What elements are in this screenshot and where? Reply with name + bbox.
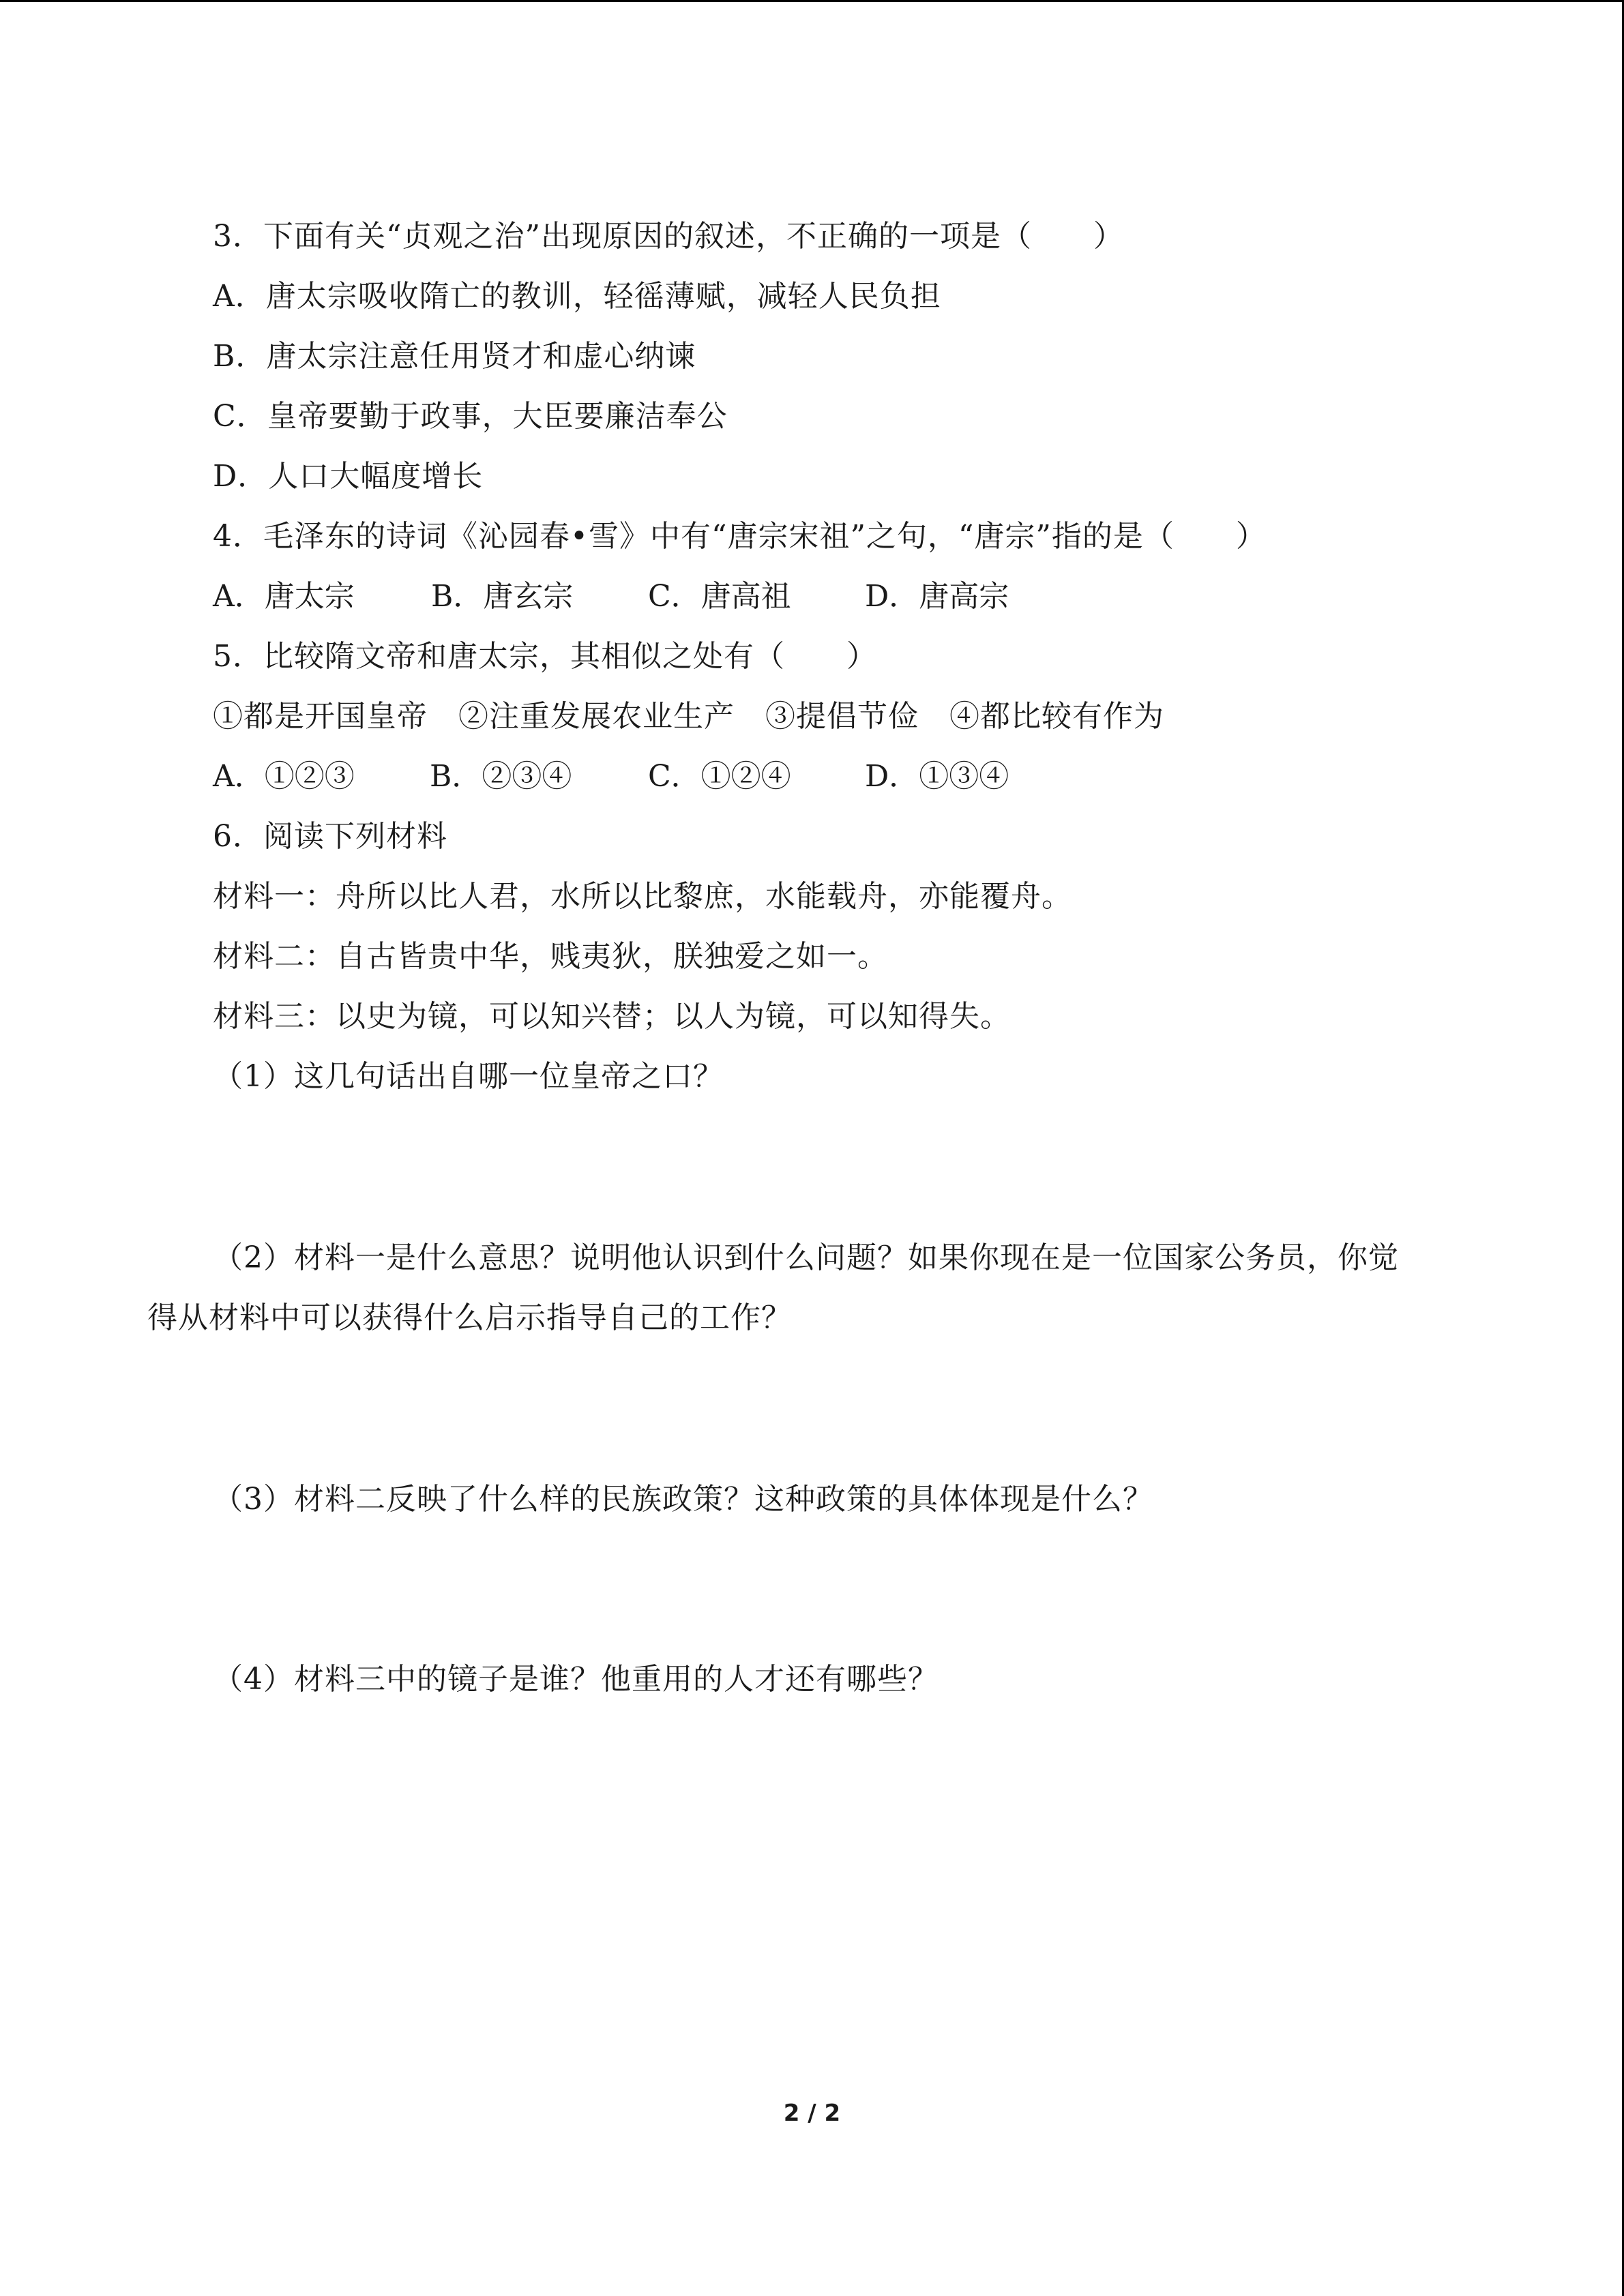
question-4-stem: 4．毛泽东的诗词《沁园春•雪》中有“唐宗宋祖”之句，“唐宗”指的是（ ） (213, 519, 1267, 554)
material-2: 材料二：自古皆贵中华，贱夷狄，朕独爱之如一。 (213, 939, 888, 974)
question-5-option-a: A．①②③ (213, 759, 355, 794)
question-5-items: ①都是开国皇帝 ②注重发展农业生产 ③提倡节俭 ④都比较有作为 (213, 699, 1164, 734)
question-5-option-c: C．①②④ (648, 759, 791, 794)
question-6-stem: 6．阅读下列材料 (213, 819, 447, 854)
sub-question-2-line-2: 得从材料中可以获得什么启示指导自己的工作？ (147, 1300, 792, 1335)
sub-question-1: （1）这几句话出自哪一位皇帝之口？ (213, 1059, 724, 1094)
question-4-option-b: B．唐玄宗 (431, 579, 574, 614)
question-3-stem: 3．下面有关“贞观之治”出现原因的叙述，不正确的一项是（ ） (213, 219, 1124, 254)
question-5-options (213, 756, 1009, 797)
question-3-option-b: B．唐太宗注意任用贤才和虚心纳谏 (213, 339, 696, 374)
question-4-option-d: D．唐高宗 (865, 579, 1009, 614)
question-3-option-d: D．人口大幅度增长 (213, 459, 484, 494)
question-5-option-b: B．②③④ (430, 759, 572, 794)
sub-question-2-line-1: （2）材料一是什么意思？说明他认识到什么问题？如果你现在是一位国家公务员，你觉 (213, 1240, 1399, 1275)
question-4-option-c: C．唐高祖 (648, 579, 791, 614)
question-5-stem: 5．比较隋文帝和唐太宗，其相似之处有（ ） (213, 639, 877, 674)
material-3: 材料三：以史为镜，可以知兴替；以人为镜，可以知得失。 (213, 999, 1011, 1034)
question-3-option-c: C．皇帝要勤于政事，大臣要廉洁奉公 (213, 399, 728, 434)
question-3-option-a: A．唐太宗吸收隋亡的教训，轻徭薄赋，减轻人民负担 (213, 279, 941, 314)
question-4-options (213, 576, 1009, 617)
question-5-option-d: D．①③④ (865, 759, 1009, 794)
material-1: 材料一：舟所以比人君，水所以比黎庶，水能载舟，亦能覆舟。 (213, 879, 1072, 914)
sub-question-3: （3）材料二反映了什么样的民族政策？这种政策的具体体现是什么？ (213, 1482, 1153, 1517)
question-4-option-a: A．唐太宗 (213, 579, 355, 614)
page-number: 2 / 2 (783, 2100, 841, 2127)
sub-question-4: （4）材料三中的镜子是谁？他重用的人才还有哪些？ (213, 1662, 939, 1697)
